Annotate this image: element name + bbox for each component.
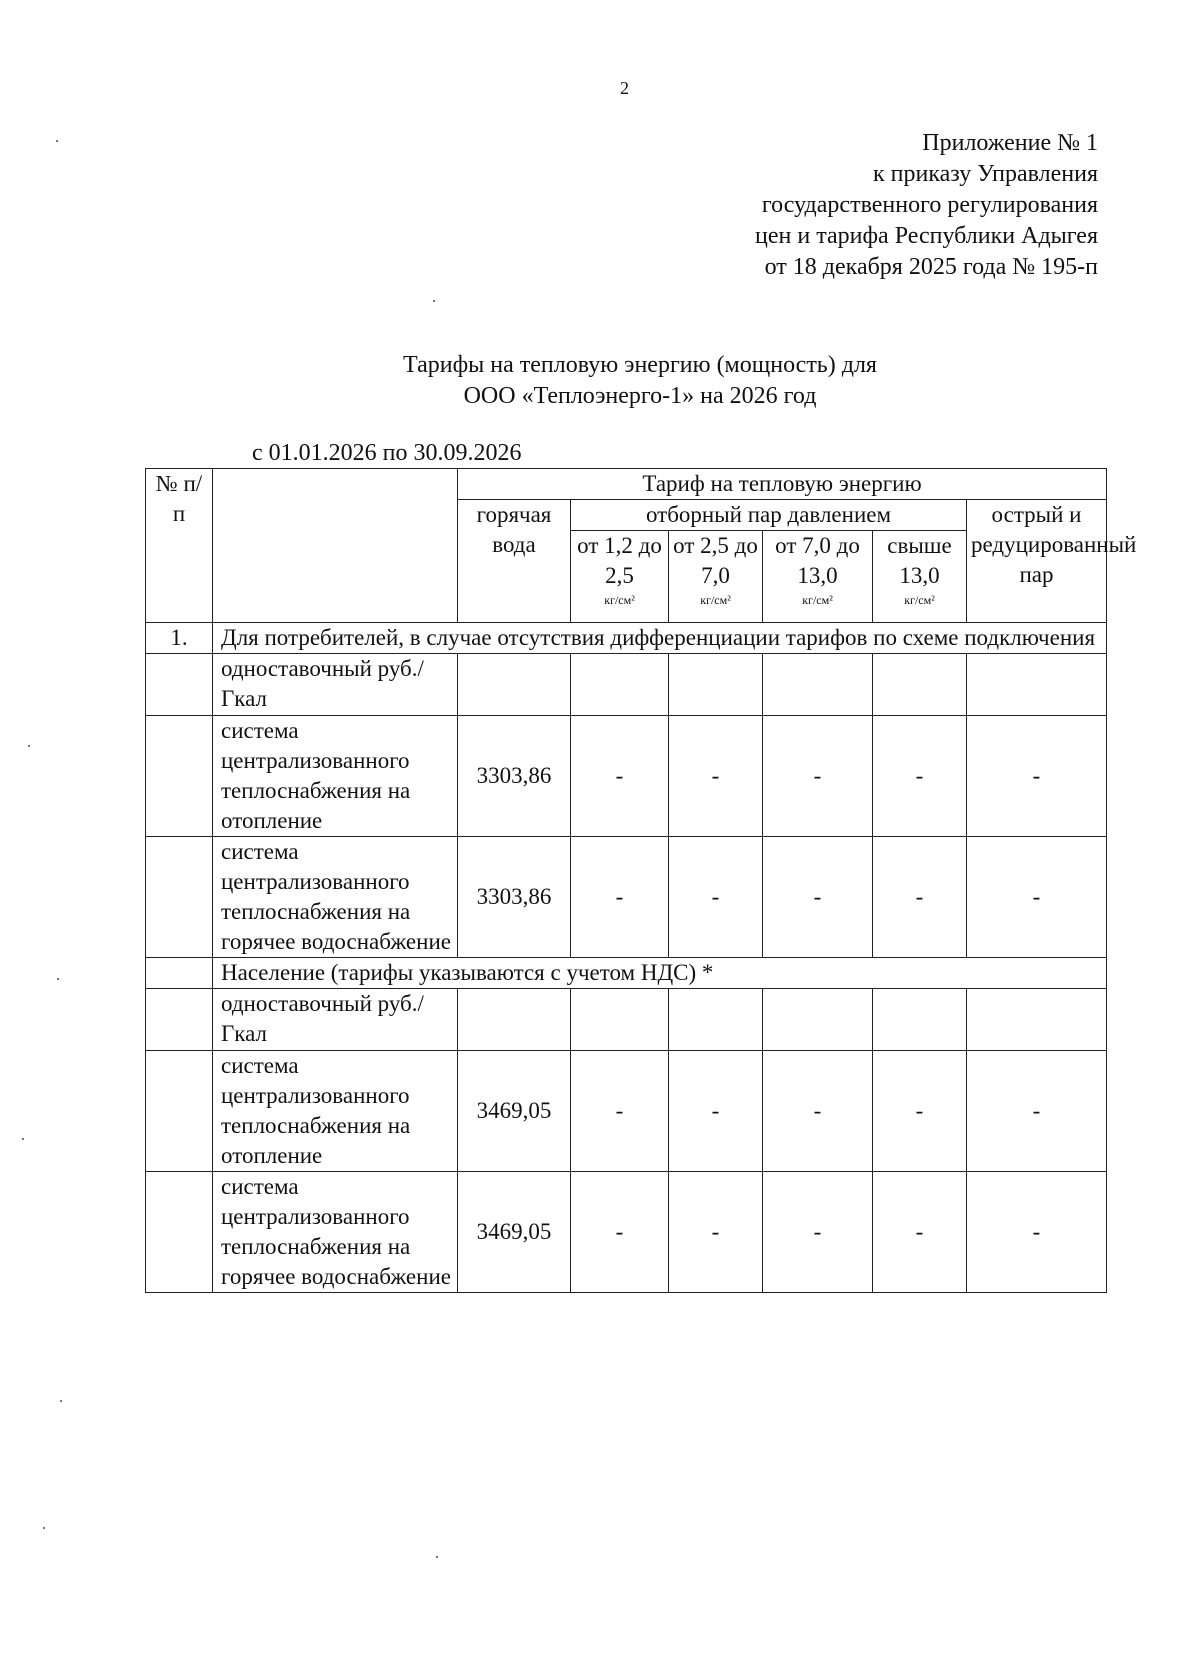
- header-steam: отборный пар давлением: [571, 500, 967, 531]
- tariff-value: 3469,05: [458, 1051, 571, 1172]
- tariff-value: 3303,86: [458, 716, 571, 837]
- tariff-dash: -: [571, 716, 669, 837]
- tariff-value: 3303,86: [458, 837, 571, 958]
- empty-cell: [146, 1172, 213, 1293]
- empty-cell: [967, 989, 1107, 1051]
- empty-cell: [458, 654, 571, 716]
- empty-cell: [146, 654, 213, 716]
- tariff-dash: -: [873, 1172, 967, 1293]
- page-number: 2: [620, 78, 629, 98]
- table-row: [146, 837, 1107, 958]
- validity-period: с 01.01.2026 по 30.09.2026: [252, 440, 522, 466]
- empty-cell: [146, 989, 213, 1051]
- section-title: Население (тарифы указываются с учетом НДС) *: [213, 958, 1107, 989]
- section-row: [146, 623, 1107, 654]
- appendix-header: [398, 128, 1098, 283]
- appendix-line: к приказу Управления: [872, 161, 1098, 187]
- appendix-line: от 18 декабря 2025 года № 195-п: [764, 254, 1098, 280]
- appendix-line: Приложение № 1: [922, 130, 1098, 156]
- empty-cell: [669, 654, 763, 716]
- tariff-dash: -: [873, 1051, 967, 1172]
- empty-cell: [873, 654, 967, 716]
- empty-cell: [458, 989, 571, 1051]
- table-row: [146, 716, 1107, 837]
- section-number: 1.: [146, 623, 213, 654]
- row-label: система централизованного теплоснабжения на отопление: [213, 716, 458, 837]
- header-pressure-2: [669, 531, 763, 623]
- table-row: [146, 1172, 1107, 1293]
- tariff-dash: -: [669, 716, 763, 837]
- header-pressure-4: [873, 531, 967, 623]
- row-label: одноставочный руб./Гкал: [213, 654, 458, 716]
- header-tariff: Тариф на тепловую энергию: [458, 469, 1107, 500]
- table-row: [146, 654, 1107, 716]
- table-row: [146, 989, 1107, 1051]
- tariff-dash: -: [669, 837, 763, 958]
- header-sharp-steam: острый и редуцированный пар: [967, 500, 1107, 623]
- pressure-range: от 2,5 до 7,0: [673, 533, 758, 588]
- tariff-dash: -: [967, 716, 1107, 837]
- tariff-value: 3469,05: [458, 1172, 571, 1293]
- pressure-unit: кг/см²: [700, 593, 731, 607]
- appendix-line: цен и тарифа Республики Адыгея: [755, 223, 1098, 249]
- pressure-range: от 7,0 до 13,0: [775, 533, 860, 588]
- pressure-range: свыше 13,0: [887, 533, 952, 588]
- empty-cell: [669, 989, 763, 1051]
- empty-cell: [873, 989, 967, 1051]
- row-label: одноставочный руб./Гкал: [213, 989, 458, 1051]
- tariff-dash: -: [571, 1051, 669, 1172]
- tariff-dash: -: [763, 716, 873, 837]
- empty-cell: [967, 654, 1107, 716]
- table-header-row: [146, 469, 1107, 500]
- header-pressure-3: [763, 531, 873, 623]
- tariff-dash: -: [571, 837, 669, 958]
- tariff-dash: -: [571, 1172, 669, 1293]
- tariff-dash: -: [763, 1172, 873, 1293]
- tariff-dash: -: [763, 1051, 873, 1172]
- empty-cell: [571, 989, 669, 1051]
- tariff-dash: -: [967, 1172, 1107, 1293]
- row-label: система централизованного теплоснабжения на отопление: [213, 1051, 458, 1172]
- tariff-table: [145, 468, 1137, 1293]
- title-line-2: ООО «Теплоэнерго-1» на 2026 год: [463, 383, 817, 409]
- header-num: № п/п: [146, 469, 213, 623]
- tariff-dash: -: [669, 1051, 763, 1172]
- pressure-unit: кг/см²: [904, 593, 935, 607]
- row-label: система централизованного теплоснабжения на горячее водоснабжение: [213, 837, 458, 958]
- empty-cell: [146, 837, 213, 958]
- header-pressure-1: [571, 531, 669, 623]
- tariff-dash: -: [967, 1051, 1107, 1172]
- row-label: система централизованного теплоснабжения на горячее водоснабжение: [213, 1172, 458, 1293]
- tariff-dash: -: [967, 837, 1107, 958]
- header-blank: [213, 469, 458, 623]
- empty-cell: [146, 716, 213, 837]
- title-line-1: Тарифы на тепловую энергию (мощность) для: [403, 352, 877, 378]
- pressure-unit: кг/см²: [604, 593, 635, 607]
- table-row: [146, 1051, 1107, 1172]
- empty-cell: [146, 958, 213, 989]
- empty-cell: [146, 1051, 213, 1172]
- tariff-dash: -: [873, 716, 967, 837]
- pressure-unit: кг/см²: [802, 593, 833, 607]
- header-hot-water: горячая вода: [458, 500, 571, 623]
- tariff-dash: -: [873, 837, 967, 958]
- empty-cell: [763, 654, 873, 716]
- section-title: Для потребителей, в случае отсутствия дифференциации тарифов по схеме подключения: [213, 623, 1107, 654]
- document-title: [260, 350, 1020, 412]
- empty-cell: [571, 654, 669, 716]
- tariff-dash: -: [763, 837, 873, 958]
- appendix-line: государственного регулирования: [761, 192, 1098, 218]
- tariff-dash: -: [669, 1172, 763, 1293]
- empty-cell: [763, 989, 873, 1051]
- section-row: [146, 958, 1107, 989]
- pressure-range: от 1,2 до 2,5: [577, 533, 662, 588]
